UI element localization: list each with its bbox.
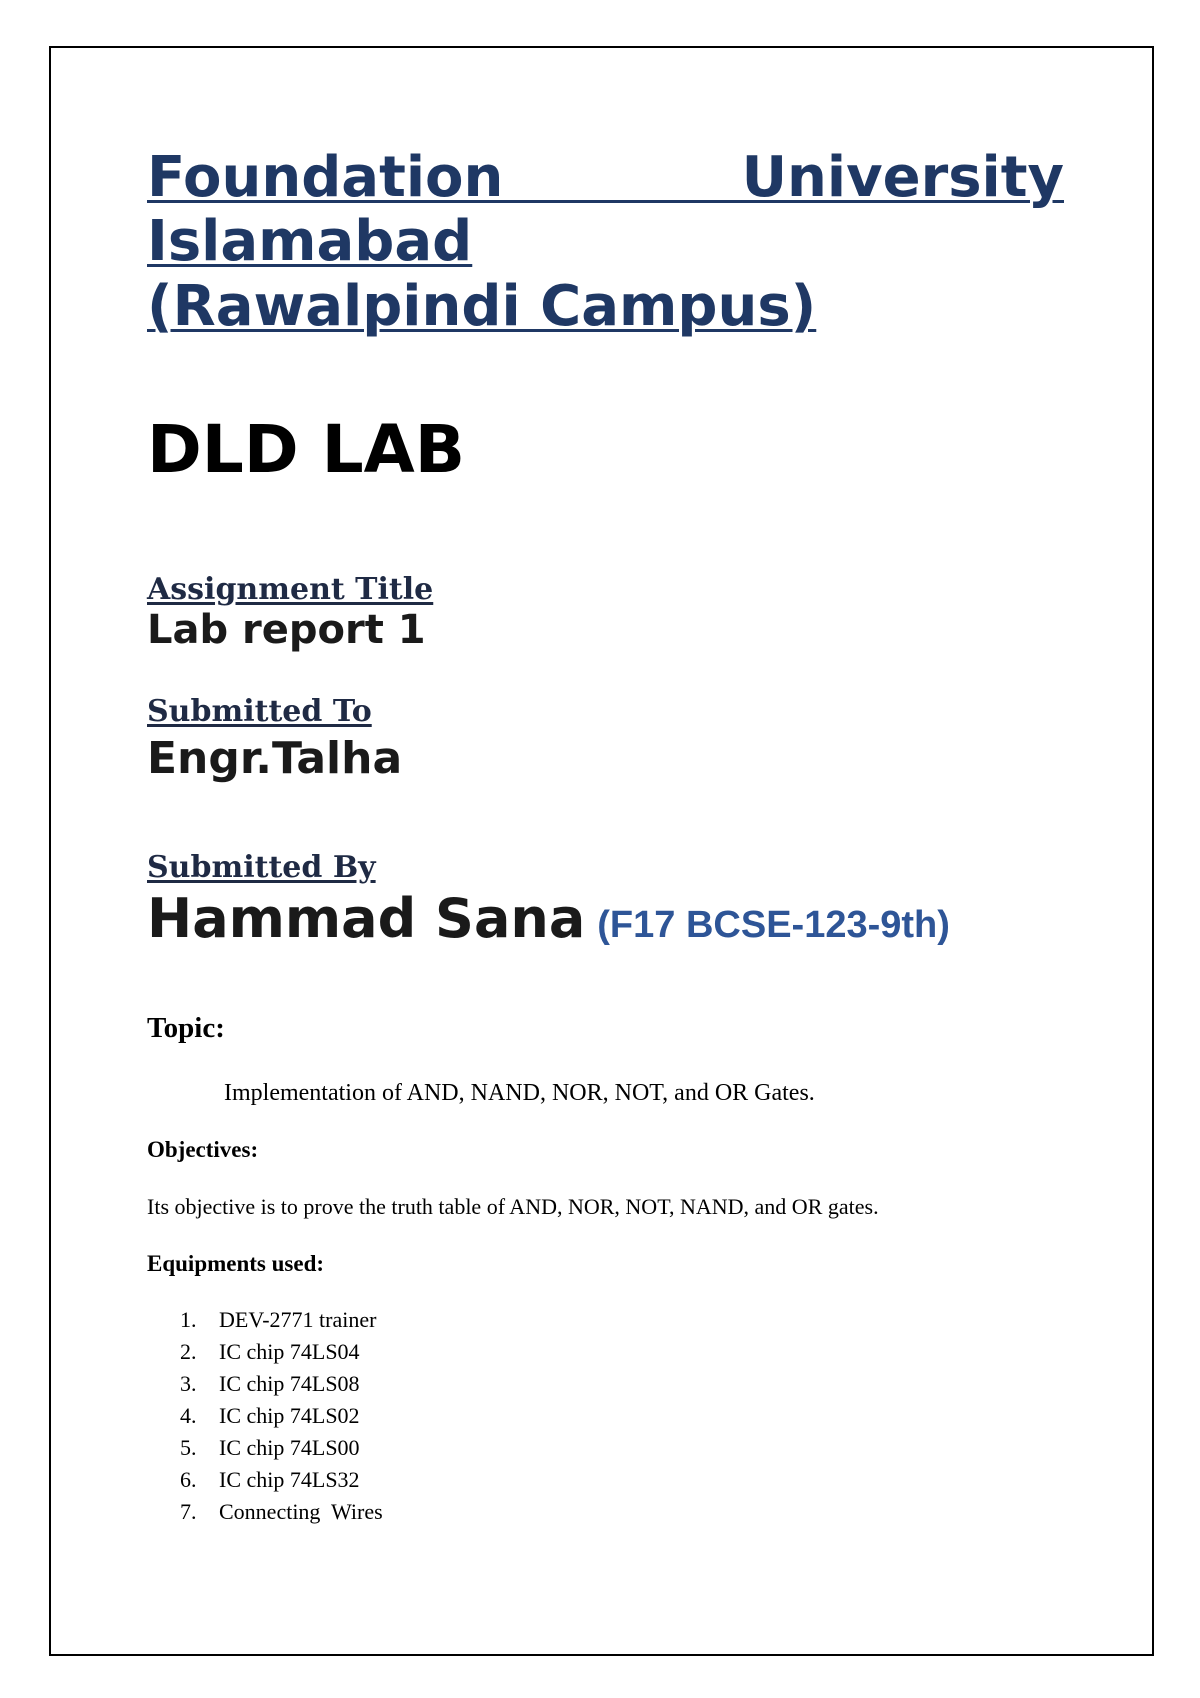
list-item-text: IC chip 74LS08 (219, 1371, 360, 1396)
objectives-heading: Objectives: (147, 1137, 259, 1162)
topic-text: Implementation of AND, NAND, NOR, NOT, and OR Gates. (224, 1080, 815, 1106)
assignment-title-label: Assignment Title (147, 572, 434, 607)
list-item-number: 7. (180, 1499, 197, 1524)
list-item (180, 1304, 383, 1336)
list-item-number: 5. (180, 1435, 197, 1460)
list-item (180, 1400, 383, 1432)
list-item (180, 1336, 383, 1368)
course-title: DLD LAB (147, 411, 466, 488)
list-item-number: 1. (180, 1307, 197, 1332)
student-name: Hammad Sana (147, 887, 586, 950)
list-item-text: IC chip 74LS00 (219, 1435, 360, 1460)
list-item-number: 6. (180, 1467, 197, 1492)
campus-name: (Rawalpindi Campus) (147, 274, 817, 339)
list-item-text: Connecting Wires (219, 1499, 383, 1524)
university-name-line-2: Islamabad (147, 209, 473, 274)
submitted-to-value: Engr.Talha (147, 733, 403, 784)
list-item (180, 1496, 383, 1528)
equipment-heading: Equipments used: (147, 1251, 325, 1276)
list-item-number: 3. (180, 1371, 197, 1396)
list-item (180, 1432, 383, 1464)
university-name-line-1 (147, 146, 1064, 210)
university-word-university: University (741, 145, 1064, 210)
university-word-foundation: Foundation (147, 145, 504, 210)
underline-gap (503, 200, 741, 203)
list-item-text: DEV-2771 trainer (219, 1307, 377, 1332)
topic-heading: Topic: (147, 1012, 225, 1044)
list-item-text: IC chip 74LS02 (219, 1403, 360, 1428)
list-item-text: IC chip 74LS32 (219, 1467, 360, 1492)
objectives-text: Its objective is to prove the truth table of AND, NOR, NOT, NAND, and OR gates. (147, 1194, 879, 1219)
assignment-title-value: Lab report 1 (147, 607, 426, 653)
submitted-by-label: Submitted By (147, 850, 376, 885)
student-id: (F17 BCSE-123-9th) (597, 904, 950, 946)
list-item-text: IC chip 74LS04 (219, 1339, 360, 1364)
submitted-to-label: Submitted To (147, 694, 372, 729)
equipment-list (180, 1304, 383, 1528)
list-item-number: 2. (180, 1339, 197, 1364)
list-item (180, 1368, 383, 1400)
list-item-number: 4. (180, 1403, 197, 1428)
submitted-by-value (147, 888, 950, 956)
list-item (180, 1464, 383, 1496)
